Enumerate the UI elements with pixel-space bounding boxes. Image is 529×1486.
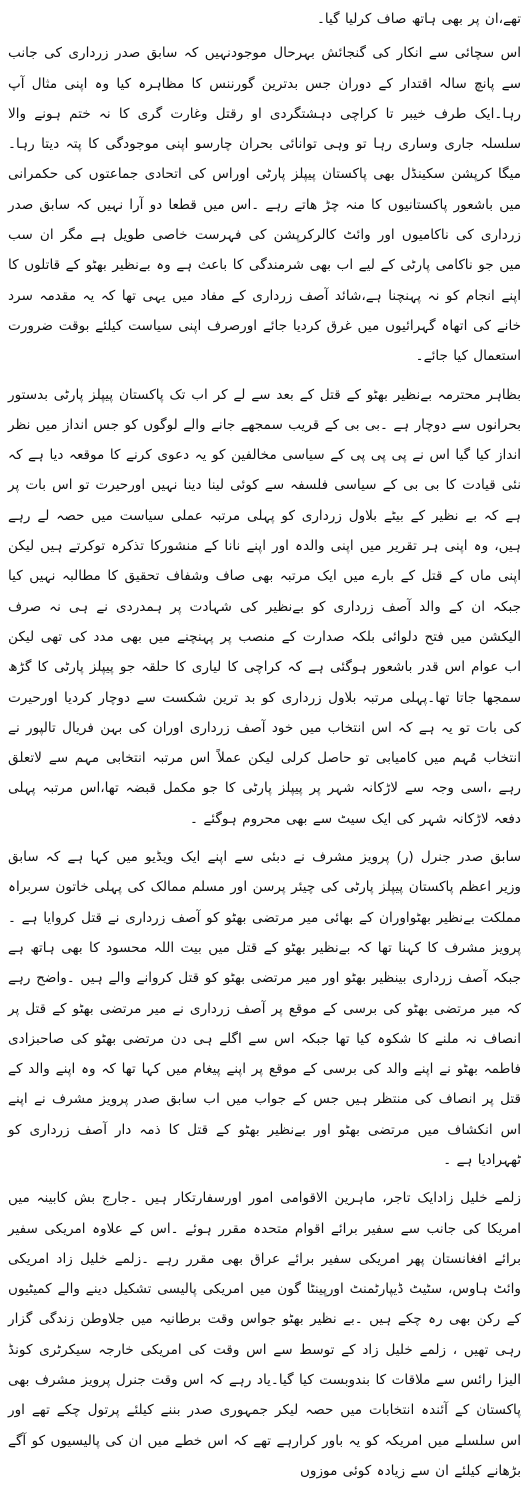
article-paragraph-3: بظاہر محترمہ بےنظیر بھٹو کے قتل کے بعد سے لے کر اب تک پاکستان پیپلز پارٹی بدستور بحرانوں سے دوچار ہے ۔بی بی کے قریب سمجھے جانے والے لوگوں کو جس انداز میں نظر انداز کیا گیا اس نے پی پی پی کے سیاسی مخالفین کو یہ دعوی کرنے کا موقعہ دیا ہے کہ نئی قیادت کا بی بی کے سیاسی فلسفہ سے کوئی لینا دینا نہیں اورحیرت تو اس بات پر ہے کہ بے نظیر کے بیٹے بلاول زرداری کو پہلی مرتبہ عملی سیاست میں حصہ لے رہے ہیں، وہ اپنی ہر تقریر میں اپنی والدہ اور اپنے نانا کے منشورکا تذکرہ توکرتے ہیں لیکن اپنی ماں کے قتل کے بارے میں ایک مرتبہ بھی صاف وشفاف تحقیق کا مطالبہ نہیں کیا جبکہ ان کے والد آصف زرداری کو بےنظیر کی شہادت پر ہمدردی نے ہی نہ صرف الیکشن میں فتح دلوائی بلکہ صدارت کے منصب پر پہنچنے میں بھی مدد کی تھی لیکن اب عوام اس قدر باشعور ہوگئی ہے کہ کراچی کا لیاری کا حلقہ جو پیپلز پارٹی کا گڑھ سمجھا جاتا تھا۔پہلی مرتبہ بلاول زرداری کو بد ترین شکست سے دوچار کردیا اورحیرت کی بات تو یہ ہے کہ اس انتخاب میں خود آصف زرداری اوران کی بہن فریال تالپور نے انتخاب مُہم میں کامیابی تو حاصل کرلی لیکن عملاً اس مرتبہ انتخابی مہم سے لاتعلق رہے ،اسی وجہ سے لاڑکانہ شہر پر پیپلز پارٹی کا جو مکمل قبضہ تھا،اس مرتبہ پہلی دفعہ لاڑکانہ شہر کی ایک سیٹ سے بھی محروم ہوگئے ۔	[8, 386, 521, 827]
article-paragraph-2: اس سچائی سے انکار کی گنجائش بہرحال موجودنہیں کہ سابق صدر زرداری کی جانب سے پانچ سالہ اقتدار کے دوران جس بدترین گورننس کا مظاہرہ کیا وہ اپنی مثال آپ رہا۔ایک طرف خیبر تا کراچی دہشتگردی او رقتل وغارت گری کا نہ ختم ہونے والا سلسلہ جاری وساری رہا تو وہی توانائی بحران چارسو اپنی موجودگی کا پتہ دیتا رہا۔میگا کرپشن سکینڈل بھی پاکستان پیپلز پارٹی اوراس کی اتحادی جماعتوں کی حکمرانی میں باشعور پاکستانیوں کا منہ چڑ ھاتے رہے ۔اس میں قطعا دو آرا نہیں کہ سابق صدر زرداری کی ناکامیوں اور وائٹ کالرکرپشن کی فہرست خاصی طویل ہے مگر ان سب میں جو ناکامی پارٹی کے لیے اب بھی شرمندگی کا باعث ہے وہ بےنظیر بھٹو کے قاتلوں کا اپنے انجام کو نہ پہنچنا ہے،شائد آصف زرداری کے مفاد میں یہی تھا کہ یہ مقدمہ سرد خانے کی اتھاہ گہرائیوں میں غرق کردیا جائے اورصرف اپنی سیاست کیلئے بوقت ضرورت استعمال کیا جائے۔	[8, 45, 521, 365]
article-paragraph-1: تھے،ان پر بھی ہاتھ صاف کرلیا گیا۔	[316, 11, 521, 27]
article-paragraph-5: زلمے خلیل زادایک تاجر، ماہرین الاقوامی امور اورسفارتکار ہیں ۔جارج بش کابینہ میں امریکا کی جانب سے سفیر برائے اقوام متحدہ مقرر ہوئے ۔اس کے علاوہ امریکی سفیر برائے افغانستان پھر امریکی سفیر برائے عراق بھی مقرر رہے ۔زلمے خلیل زاد امریکی وائٹ ہاوس، سٹیٹ ڈیپارٹمنٹ اورپینٹا گون میں امریکی پالیسی تشکیل دینے والے کمیٹیوں کے رکن بھی رہ چکے ہیں ۔بے نظیر بھٹو جواس وقت برطانیہ میں جلاوطن زندگی گزار رہی تھیں ، زلمے خلیل زاد کے توسط سے اس وقت کی امریکی خارجہ سیکرٹری کونڈ الیزا رائس سے ملاقات کا بندوبست کیا گیا۔یاد رہے کہ اس وقت جنرل پرویز مشرف بھی پاکستان کے آئندہ انتخابات میں حصہ لیکر جمہوری صدر بننے کیلئے پرتول چکے تھے اور اس سلسلے میں امریکہ کو یہ باور کرارہے تھے کہ اس خطے میں ان کی پالیسیوں کو آگے بڑھانے کیلئے ان سے زیادہ کوئی موزوں	[8, 1190, 521, 1479]
article-paragraph-4: سابق صدر جنرل (ر) پرویز مشرف نے دبئی سے اپنے ایک ویڈیو میں کہا ہے کہ سابق وزیر اعظم پاکستان پیپلز پارٹی کی چیئر پرسن اور مسلم ممالک کی پہلی خاتون سربراہ مملکت بےنظیر بھٹواوران کے بھائی میر مرتضی بھٹو کو آصف زرداری نے قتل کروایا ہے ۔پرویز مشرف کا کہنا تھا کہ بےنظیر بھٹو کے قتل میں بیت اللہ محسود کا بھی ہاتھ ہے جبکہ آصف زرداری بینظیر بھٹو اور میر مرتضی بھٹو کو قتل کروانے والے ہیں ۔واضح رہے کہ میر مرتضی بھٹو کی برسی کے موقع پر آصف زرداری نے میر مرتضی بھٹو کے قتل پر انصاف نہ ملنے کا شکوہ کیا تھا جبکہ اس سے اگلے ہی دن مرتضی بھٹو کی صاحبزادی فاطمہ بھٹو نے اپنے والد کی برسی کے موقع پر اپنے پیغام میں کہا تھا کہ وہ اپنے والد کے قتل پر انصاف کی منتظر ہیں جس کے جواب میں اب سابق صدر پرویز مشرف نے اپنے اس انکشاف میں مرتضی بھٹو اور بےنظیر بھٹو کے قتل کا ذمہ دار آصف زرداری کو ٹھہرادیا ہے ۔	[8, 849, 521, 1168]
